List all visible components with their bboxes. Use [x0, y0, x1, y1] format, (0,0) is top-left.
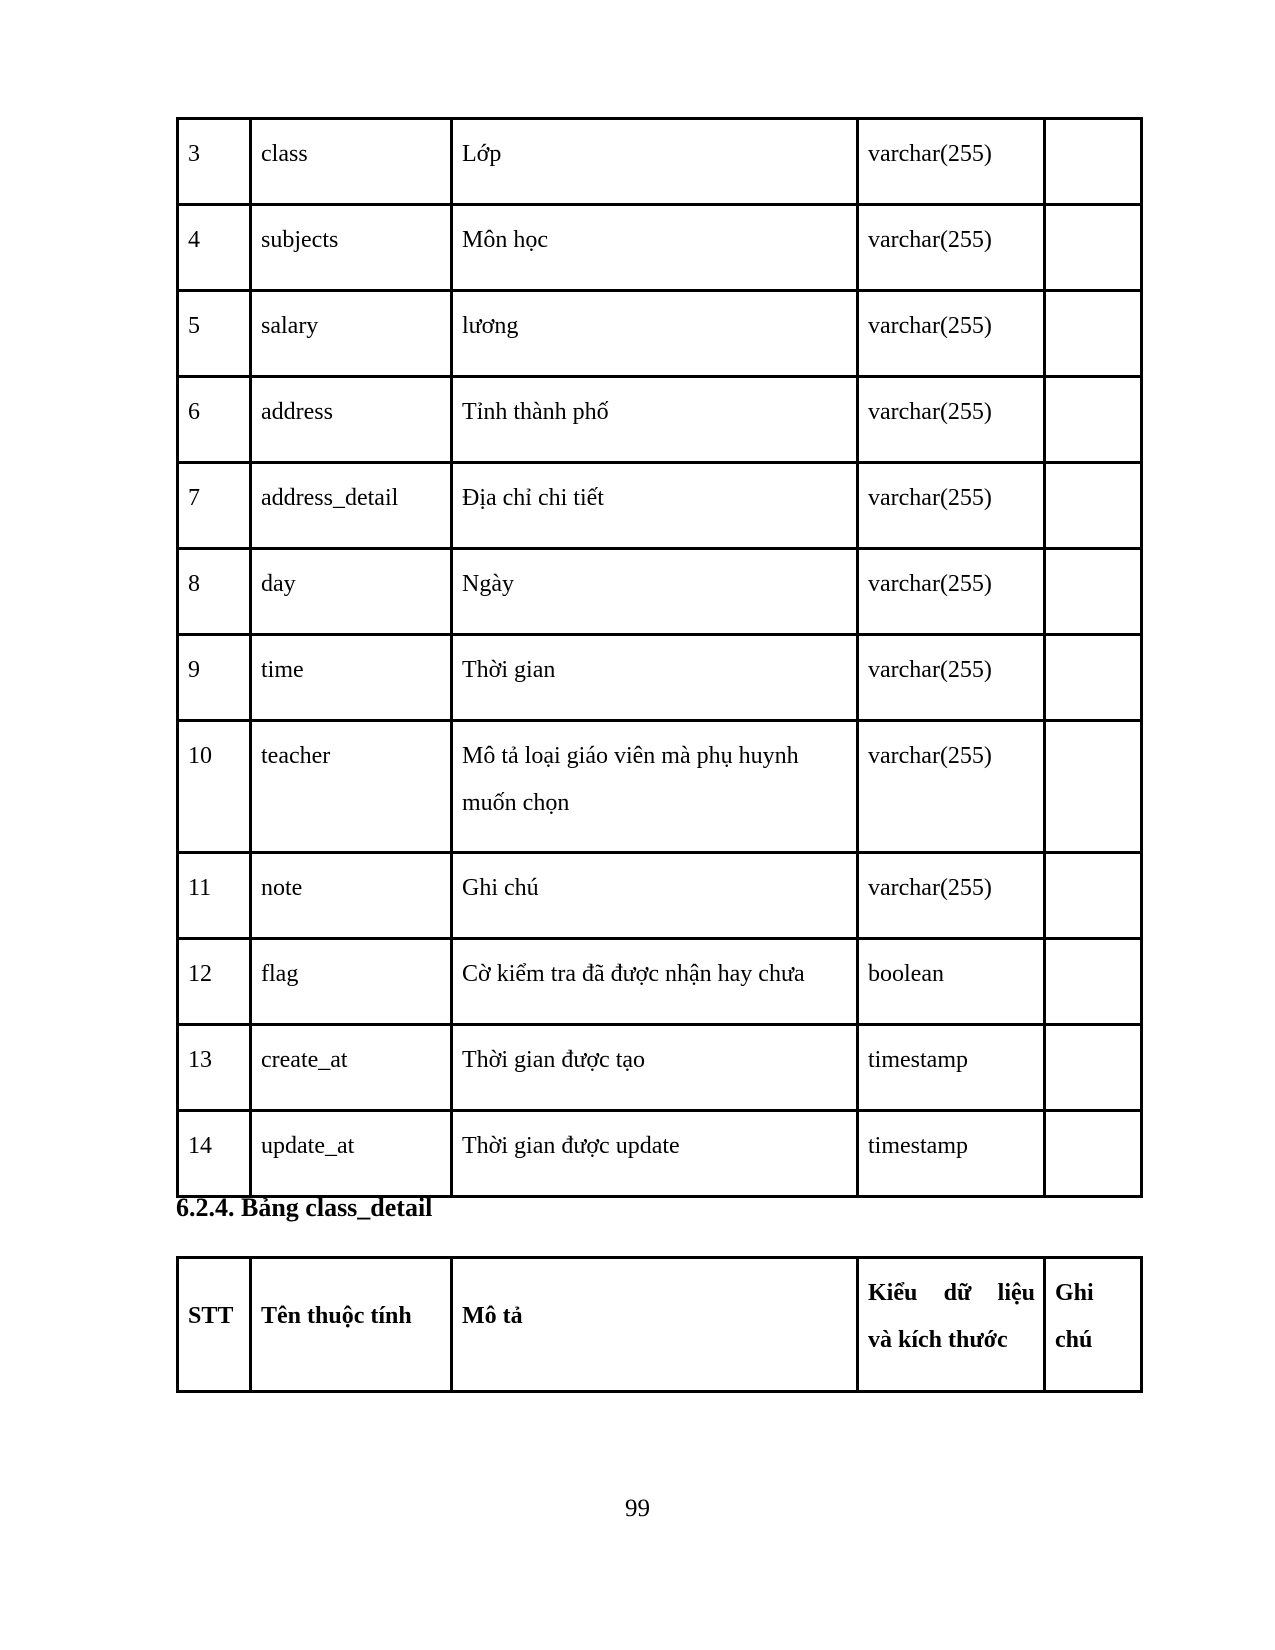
table-row: [178, 939, 1142, 1025]
note-cell: [1045, 1025, 1142, 1111]
data-type-cell: varchar(255): [858, 205, 1045, 291]
page-number: 99: [625, 1495, 650, 1522]
table-row: [178, 119, 1142, 205]
attribute-name-cell: teacher: [251, 721, 452, 853]
stt-cell: 4: [178, 205, 251, 291]
field-table: [176, 117, 1143, 1198]
stt-cell: 9: [178, 635, 251, 721]
attribute-name-cell: salary: [251, 291, 452, 377]
note-cell: [1045, 463, 1142, 549]
attribute-name-cell: note: [251, 853, 452, 939]
description-cell: Địa chỉ chi tiết: [452, 463, 858, 549]
column-header-data-type-line-1: Kiểu dữ liệu: [868, 1280, 1035, 1306]
data-type-cell: varchar(255): [858, 119, 1045, 205]
description-cell: Lớp: [452, 119, 858, 205]
stt-cell: 13: [178, 1025, 251, 1111]
stt-cell: 5: [178, 291, 251, 377]
attribute-name-cell: day: [251, 549, 452, 635]
table-row: [178, 463, 1142, 549]
attribute-name-cell: update_at: [251, 1111, 452, 1197]
data-type-cell: varchar(255): [858, 635, 1045, 721]
attribute-name-cell: address: [251, 377, 452, 463]
description-cell: Mô tả loại giáo viên mà phụ huynh muốn chọn: [452, 721, 858, 853]
attribute-name-cell: create_at: [251, 1025, 452, 1111]
section-heading: 6.2.4. Bảng class_detail: [176, 1193, 433, 1222]
column-header-note-line-2: chú: [1055, 1327, 1093, 1353]
table-row: [178, 1111, 1142, 1197]
column-header-attribute-name: Tên thuộc tính: [251, 1258, 452, 1392]
column-header-data-type-line-2: và kích thước: [868, 1327, 1008, 1353]
note-cell: [1045, 939, 1142, 1025]
attribute-name-cell: flag: [251, 939, 452, 1025]
data-type-cell: varchar(255): [858, 463, 1045, 549]
table-header-row: [178, 1258, 1142, 1392]
note-cell: [1045, 853, 1142, 939]
stt-cell: 11: [178, 853, 251, 939]
table-row: [178, 205, 1142, 291]
data-type-cell: varchar(255): [858, 853, 1045, 939]
data-type-cell: varchar(255): [858, 377, 1045, 463]
stt-cell: 14: [178, 1111, 251, 1197]
data-type-cell: varchar(255): [858, 549, 1045, 635]
note-cell: [1045, 721, 1142, 853]
attribute-name-cell: time: [251, 635, 452, 721]
class-detail-table: [176, 1256, 1143, 1393]
column-header-description: Mô tả: [452, 1258, 858, 1392]
table-row: [178, 635, 1142, 721]
data-type-cell: varchar(255): [858, 721, 1045, 853]
note-cell: [1045, 119, 1142, 205]
attribute-name-cell: subjects: [251, 205, 452, 291]
note-cell: [1045, 377, 1142, 463]
stt-cell: 7: [178, 463, 251, 549]
description-cell: Thời gian được tạo: [452, 1025, 858, 1111]
stt-cell: 10: [178, 721, 251, 853]
attribute-name-cell: class: [251, 119, 452, 205]
table-row: [178, 853, 1142, 939]
description-cell: Cờ kiểm tra đã được nhận hay chưa: [452, 939, 858, 1025]
description-cell: lương: [452, 291, 858, 377]
data-type-cell: timestamp: [858, 1025, 1045, 1111]
stt-cell: 12: [178, 939, 251, 1025]
column-header-data-type: [858, 1258, 1045, 1392]
data-type-cell: boolean: [858, 939, 1045, 1025]
table-row: [178, 291, 1142, 377]
note-cell: [1045, 1111, 1142, 1197]
table-row: [178, 377, 1142, 463]
note-cell: [1045, 549, 1142, 635]
description-cell: Tỉnh thành phố: [452, 377, 858, 463]
stt-cell: 8: [178, 549, 251, 635]
column-header-note-line-1: Ghi: [1055, 1280, 1094, 1306]
description-cell: Ngày: [452, 549, 858, 635]
attribute-name-cell: address_detail: [251, 463, 452, 549]
data-type-cell: varchar(255): [858, 291, 1045, 377]
table-row: [178, 1025, 1142, 1111]
stt-cell: 6: [178, 377, 251, 463]
description-cell: Ghi chú: [452, 853, 858, 939]
stt-cell: 3: [178, 119, 251, 205]
description-cell: Môn học: [452, 205, 858, 291]
data-type-cell: timestamp: [858, 1111, 1045, 1197]
table-row: [178, 549, 1142, 635]
note-cell: [1045, 291, 1142, 377]
column-header-note: [1045, 1258, 1142, 1392]
description-cell: Thời gian: [452, 635, 858, 721]
note-cell: [1045, 635, 1142, 721]
note-cell: [1045, 205, 1142, 291]
table-row: [178, 721, 1142, 853]
description-cell: Thời gian được update: [452, 1111, 858, 1197]
column-header-stt: STT: [178, 1258, 251, 1392]
